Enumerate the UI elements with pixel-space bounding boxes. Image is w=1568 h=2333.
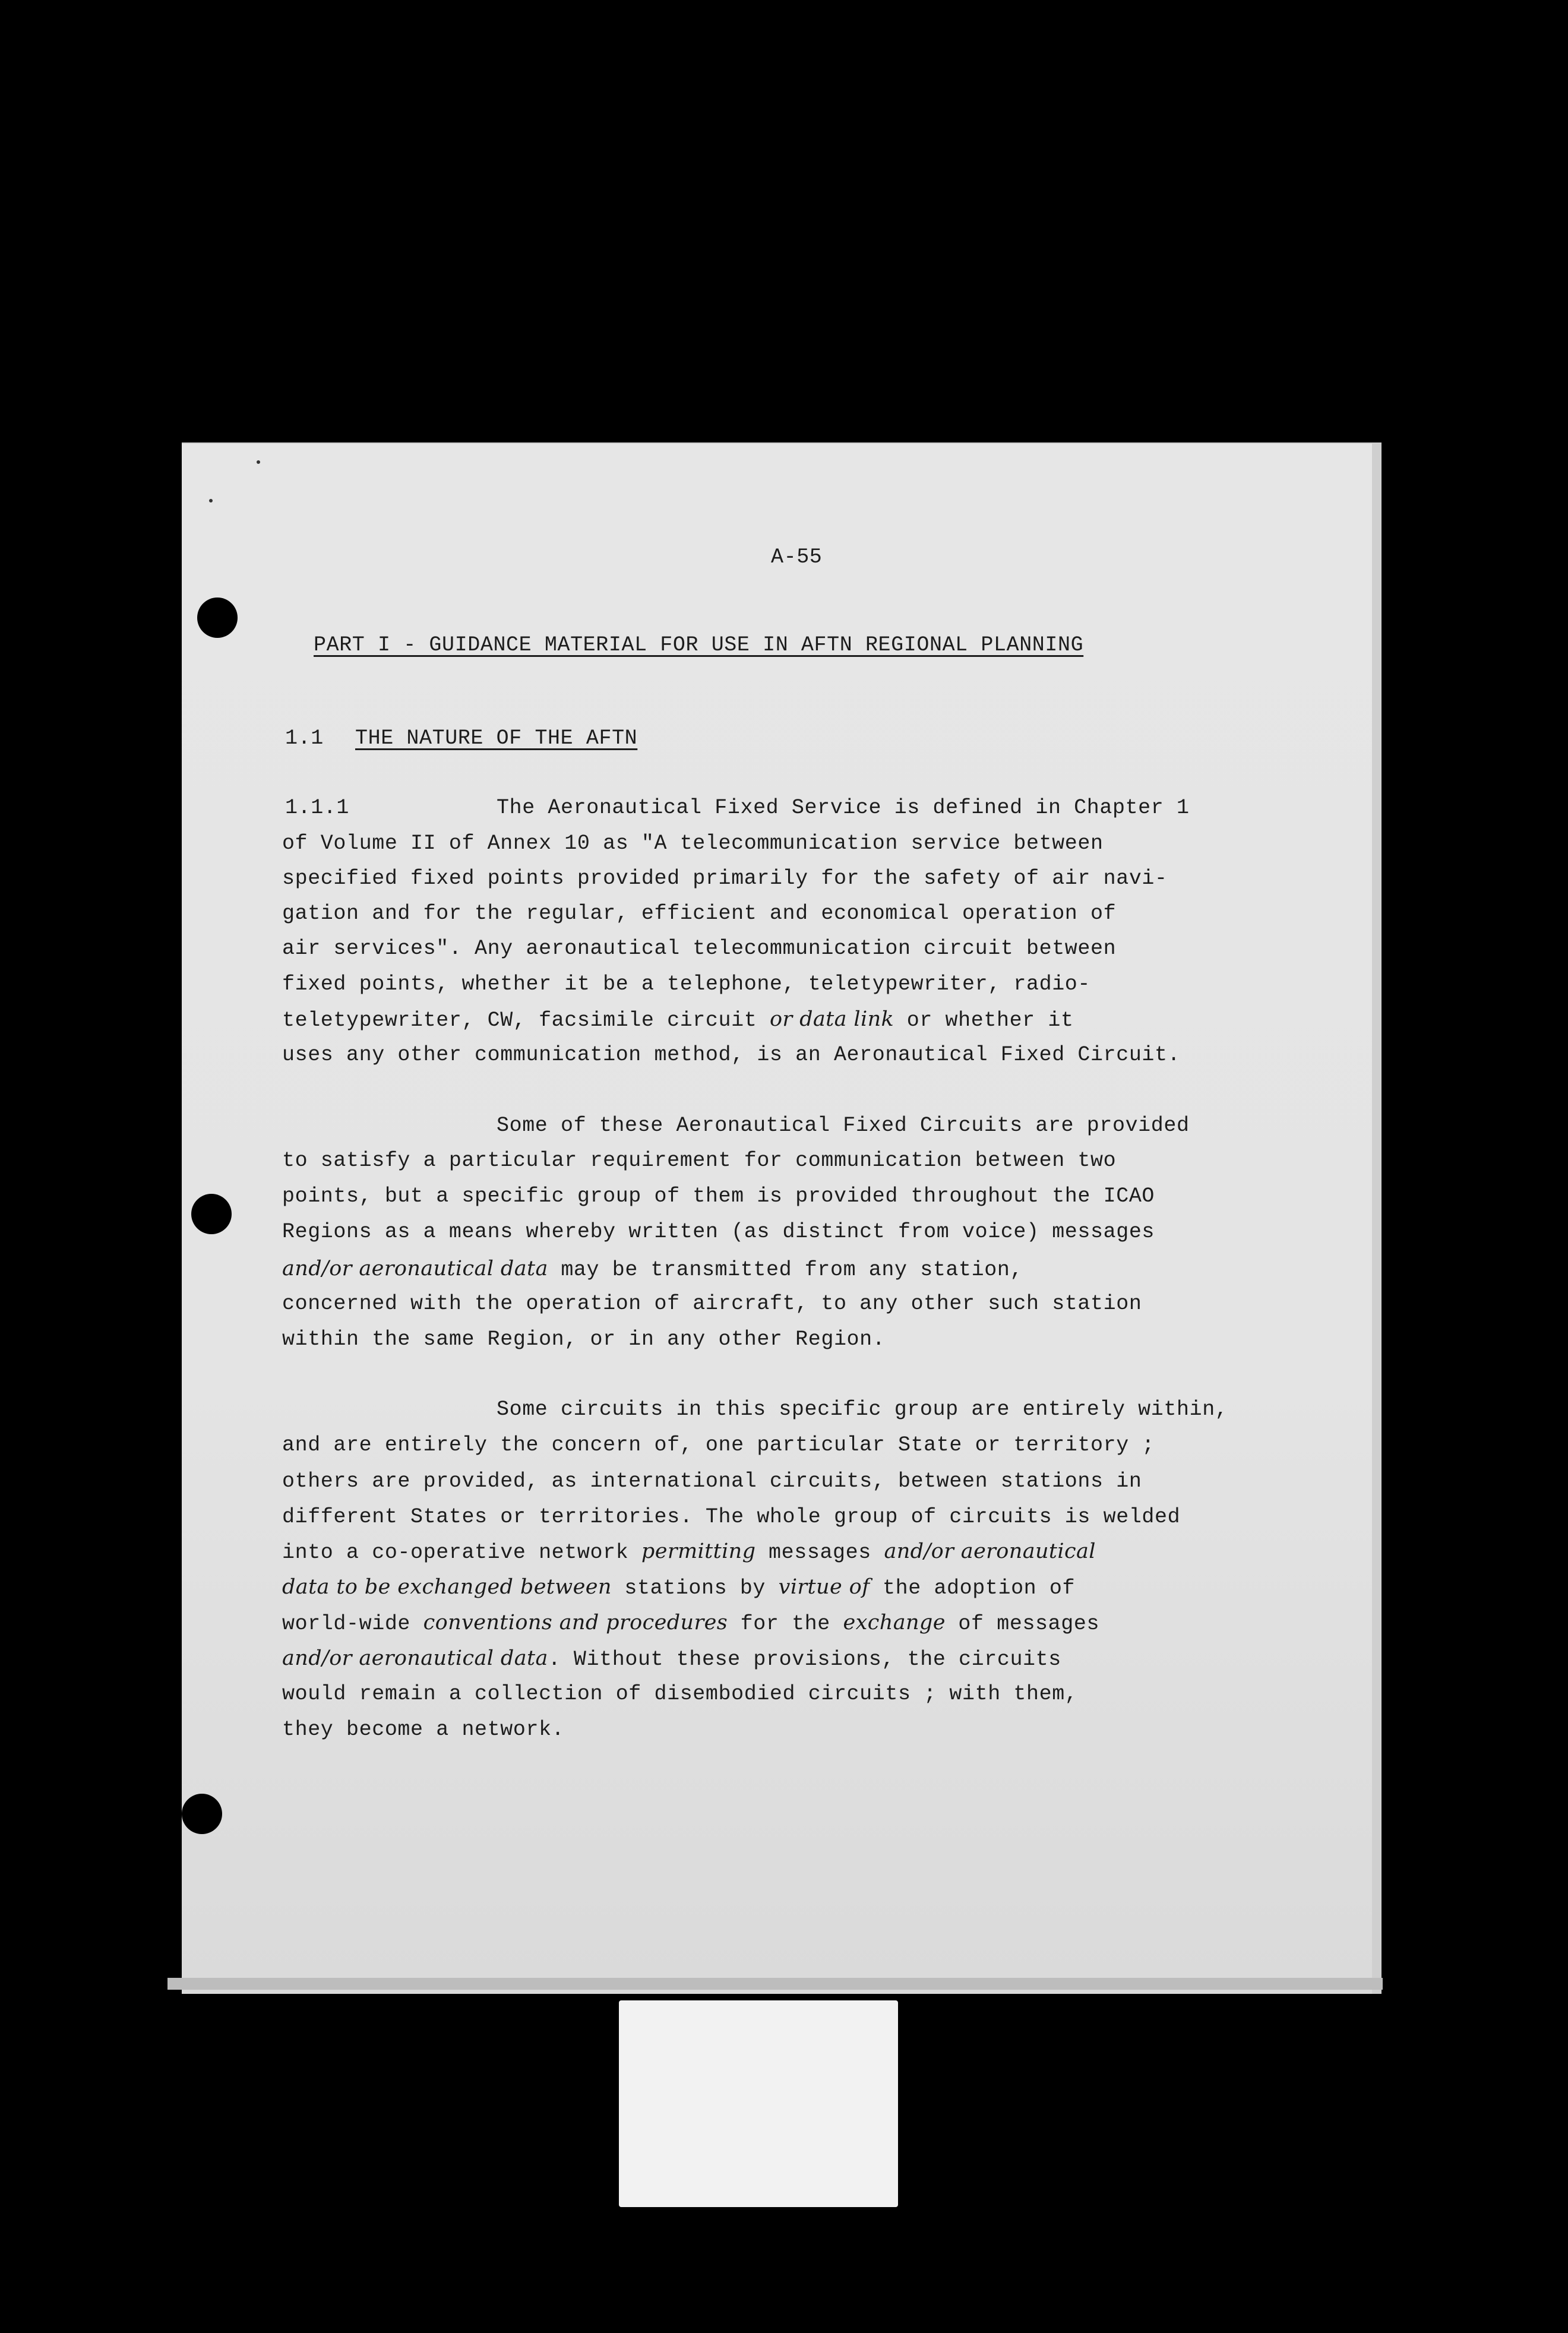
typed-text: messages (755, 1541, 884, 1564)
typed-text: teletypewriter, CW, facsimile circuit (282, 1009, 770, 1032)
handwritten-insertion: virtue of (778, 1575, 870, 1599)
paragraph2-line: concerned with the operation of aircraft, to any other such station (282, 1292, 1142, 1316)
dust-speck (257, 460, 260, 464)
dust-speck (209, 499, 213, 502)
paragraph3-line: different States or territories. The whole group of circuits is welded (282, 1505, 1181, 1529)
paragraph3-line: others are provided, as international circuits, between stations in (282, 1469, 1142, 1493)
paragraph1-line: air services". Any aeronautical telecommunication circuit between (282, 937, 1117, 960)
page-bottom-edge (167, 1978, 1383, 1990)
typed-text: for the (728, 1612, 843, 1636)
paragraph1-line: uses any other communication method, is an Aeronautical Fixed Circuit. (282, 1043, 1181, 1067)
typed-text: or whether it (894, 1009, 1074, 1032)
paragraph-number: 1.1.1 (285, 796, 350, 820)
part-heading: PART I - GUIDANCE MATERIAL FOR USE IN AFTN REGIONAL PLANNING (314, 633, 1084, 657)
page-number: A-55 (771, 545, 823, 569)
handwritten-insertion: conventions and procedures (423, 1611, 728, 1635)
typed-text: world-wide (282, 1612, 423, 1636)
typed-text: stations by (611, 1576, 779, 1600)
typed-text: into a co-operative network (282, 1541, 641, 1564)
paragraph1-line: fixed points, whether it be a telephone, teletypewriter, radio- (282, 972, 1091, 996)
paragraph3-line: Some circuits in this specific group are entirely within, (497, 1398, 1228, 1421)
blank-white-card (619, 2000, 898, 2207)
paragraph1-line: specified fixed points provided primarily for the safety of air navi- (282, 867, 1168, 890)
handwritten-insertion: and/or aeronautical data (282, 1646, 548, 1670)
punch-hole-bottom (182, 1794, 222, 1834)
typed-text: the adoption of (870, 1576, 1076, 1600)
typed-text: . Without these provisions, the circuits (548, 1648, 1061, 1671)
section-title: THE NATURE OF THE AFTN (355, 726, 638, 750)
section-number: 1.1 (285, 726, 324, 750)
handwritten-insertion: or data link (769, 1007, 894, 1031)
paragraph3-line (282, 1575, 1075, 1600)
paragraph3-line (282, 1539, 1096, 1564)
paragraph3-line: would remain a collection of disembodied circuits ; with them, (282, 1682, 1078, 1706)
typed-text: of messages (945, 1612, 1100, 1636)
document-page (182, 442, 1382, 1994)
handwritten-insertion: data to be exchanged between (282, 1575, 612, 1599)
typed-text: may be transmitted from any station, (548, 1258, 1023, 1282)
handwritten-insertion: permitting (641, 1539, 756, 1563)
punch-hole-top (197, 598, 238, 638)
paragraph1-line: gation and for the regular, efficient and economical operation of (282, 902, 1117, 925)
paragraph2-line: points, but a specific group of them is provided throughout the ICAO (282, 1184, 1155, 1208)
paragraph2-line: Regions as a means whereby written (as distinct from voice) messages (282, 1220, 1155, 1244)
paragraph1-line: of Volume II of Annex 10 as "A telecommunication service between (282, 832, 1104, 855)
handwritten-insertion: exchange (843, 1611, 946, 1635)
paragraph3-line: and are entirely the concern of, one particular State or territory ; (282, 1433, 1155, 1457)
paragraph1-line (282, 1007, 1074, 1032)
paragraph3-line (282, 1611, 1099, 1636)
paragraph3-line (282, 1646, 1061, 1671)
paragraph2-line: to satisfy a particular requirement for communication between two (282, 1149, 1117, 1172)
paragraph2-line: within the same Region, or in any other Region. (282, 1327, 886, 1351)
handwritten-insertion: and/or aeronautical (884, 1539, 1096, 1563)
paragraph3-line: they become a network. (282, 1718, 565, 1741)
paragraph2-line: Some of these Aeronautical Fixed Circuits are provided (497, 1114, 1190, 1137)
paragraph1-line: The Aeronautical Fixed Service is defined in Chapter 1 (497, 796, 1190, 820)
punch-hole-middle (191, 1194, 232, 1234)
handwritten-insertion: and/or aeronautical data (282, 1257, 548, 1281)
paragraph2-line (282, 1257, 1023, 1282)
